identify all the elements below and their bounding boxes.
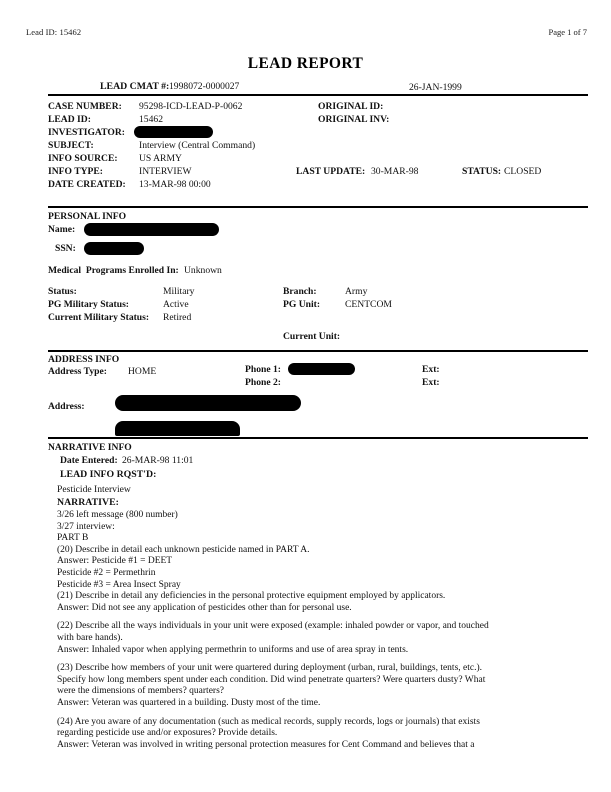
divider-narrative-info xyxy=(48,437,588,439)
info-source-label: INFO SOURCE: xyxy=(48,153,118,164)
narrative-line: Pesticide #2 = Permethrin xyxy=(57,567,156,578)
medical-programs-label: Medical Programs Enrolled In: xyxy=(48,265,179,276)
pg-unit-label: PG Unit: xyxy=(283,299,321,310)
narrative-line: 3/26 left message (800 number) xyxy=(57,510,178,520)
date-entered-value: 26-MAR-98 11:01 xyxy=(122,455,194,466)
case-number-label: CASE NUMBER: xyxy=(48,101,122,112)
date-created-label: DATE CREATED: xyxy=(48,179,126,190)
narrative-line: Pesticide #3 = Area Insect Spray xyxy=(57,579,181,590)
running-head-lead-id: Lead ID: 15462 xyxy=(26,27,82,37)
info-type-label: INFO TYPE: xyxy=(48,166,103,177)
date-created-value: 13-MAR-98 00:00 xyxy=(139,179,211,190)
address-type-label: Address Type: xyxy=(48,366,107,377)
current-military-status-label: Current Military Status: xyxy=(48,312,150,323)
original-id-label: ORIGINAL ID: xyxy=(318,101,384,112)
phone2-label: Phone 2: xyxy=(245,377,281,388)
pg-unit-value: CENTCOM xyxy=(345,299,392,310)
status-value: CLOSED xyxy=(504,166,542,177)
ext1-label: Ext: xyxy=(422,364,440,375)
ssn-label: SSN: xyxy=(55,243,76,254)
narrative-line: 3/27 interview: xyxy=(57,521,115,532)
branch-value: Army xyxy=(345,286,368,297)
narrative-line: with bare hands). xyxy=(57,632,123,643)
redaction-bar-address-2 xyxy=(115,421,240,436)
narrative-line: Answer: Did not see any application of pesticides other than for personal use. xyxy=(57,602,352,613)
divider-header xyxy=(48,94,588,96)
address-label: Address: xyxy=(48,401,85,412)
current-military-status-value: Retired xyxy=(163,312,192,323)
narrative-line: (21) Describe in detail any deficiencies in the personal protective equipment employed by applicators. xyxy=(57,591,446,602)
status-label: STATUS: xyxy=(462,166,502,177)
lead-id-value: 15462 xyxy=(139,114,163,125)
redaction-bar-ssn xyxy=(84,242,144,255)
narrative-line: (23) Describe how members of your unit were quartered during deployment (urban, rural, buildings, tents, etc.). xyxy=(57,663,482,674)
redaction-bar-phone1 xyxy=(288,363,355,375)
medical-programs-value: Unknown xyxy=(184,265,222,276)
phone1-label: Phone 1: xyxy=(245,364,281,375)
redaction-bar-investigator xyxy=(134,126,213,138)
narrative-line: (24) Are you aware of any documentation (such as medical records, supply records, logs or journals) that exists xyxy=(57,716,480,727)
info-type-value: INTERVIEW xyxy=(139,166,192,177)
paragraph-gap xyxy=(57,710,577,717)
narrative-line: Answer: Inhaled vapor when applying permethrin to uniforms and use of area spray in tents. xyxy=(57,644,409,655)
lead-cmat-value: 1998072-0000027 xyxy=(169,81,240,92)
narrative-line: regarding pesticide use and/or exposures? Provide details. xyxy=(57,728,278,739)
narrative-line: (22) Describe all the ways individuals in your unit were exposed (example: inhaled powder or vapor, and touched xyxy=(57,621,489,632)
pg-military-status-label: PG Military Status: xyxy=(48,299,130,310)
narrative-body xyxy=(57,510,577,751)
personal-info-heading: PERSONAL INFO xyxy=(48,211,127,222)
narrative-label: NARRATIVE: xyxy=(57,497,119,508)
pg-military-status-value: Active xyxy=(163,299,189,310)
page-title: LEAD REPORT xyxy=(247,55,364,72)
lead-info-rqstd-value: Pesticide Interview xyxy=(57,484,131,495)
narrative-line: Answer: Veteran was involved in writing personal protection measures for Cent Command and believes that a xyxy=(57,739,475,750)
narrative-line: (20) Describe in detail each unknown pesticide named in PART A. xyxy=(57,544,310,555)
subject-label: SUBJECT: xyxy=(48,140,94,151)
divider-address-info xyxy=(48,350,588,352)
case-number-value: 95298-ICD-LEAD-P-0062 xyxy=(139,101,243,112)
last-update-value: 30-MAR-98 xyxy=(371,166,419,177)
narrative-info-heading: NARRATIVE INFO xyxy=(48,442,132,453)
date-entered-label: Date Entered: xyxy=(60,455,118,466)
address-type-value: HOME xyxy=(128,366,157,377)
ext2-label: Ext: xyxy=(422,377,440,388)
narrative-line: Specify how long members spent under each condition. Did wind penetrate quarters? Were quarters dusty? What xyxy=(57,674,486,685)
redaction-bar-name xyxy=(84,223,219,236)
running-head-page-number: Page 1 of 7 xyxy=(548,27,587,37)
narrative-line: PART B xyxy=(57,533,89,544)
narrative-line: Answer: Pesticide #1 = DEET xyxy=(57,556,173,567)
name-label: Name: xyxy=(48,224,76,235)
divider-personal-info xyxy=(48,206,588,208)
info-source-value: US ARMY xyxy=(139,153,182,164)
narrative-line: Answer: Veteran was quartered in a building. Dusty most of the time. xyxy=(57,697,321,708)
redaction-bar-address-1 xyxy=(115,395,301,411)
current-unit-label: Current Unit: xyxy=(283,331,341,342)
subject-value: Interview (Central Command) xyxy=(139,140,256,151)
last-update-label: LAST UPDATE: xyxy=(296,166,366,177)
lead-cmat-label: LEAD CMAT #: xyxy=(100,81,170,92)
status-row-value: Military xyxy=(163,286,195,297)
lead-info-rqstd-label: LEAD INFO RQST'D: xyxy=(60,469,157,480)
investigator-label: INVESTIGATOR: xyxy=(48,127,125,138)
narrative-line: were the dimensions of members? quarters? xyxy=(57,686,224,697)
status-row-label: Status: xyxy=(48,286,77,297)
lead-id-label: LEAD ID: xyxy=(48,114,91,125)
branch-label: Branch: xyxy=(283,286,317,297)
original-inv-label: ORIGINAL INV: xyxy=(318,114,390,125)
report-date: 26-JAN-1999 xyxy=(409,82,462,93)
address-info-heading: ADDRESS INFO xyxy=(48,354,120,365)
